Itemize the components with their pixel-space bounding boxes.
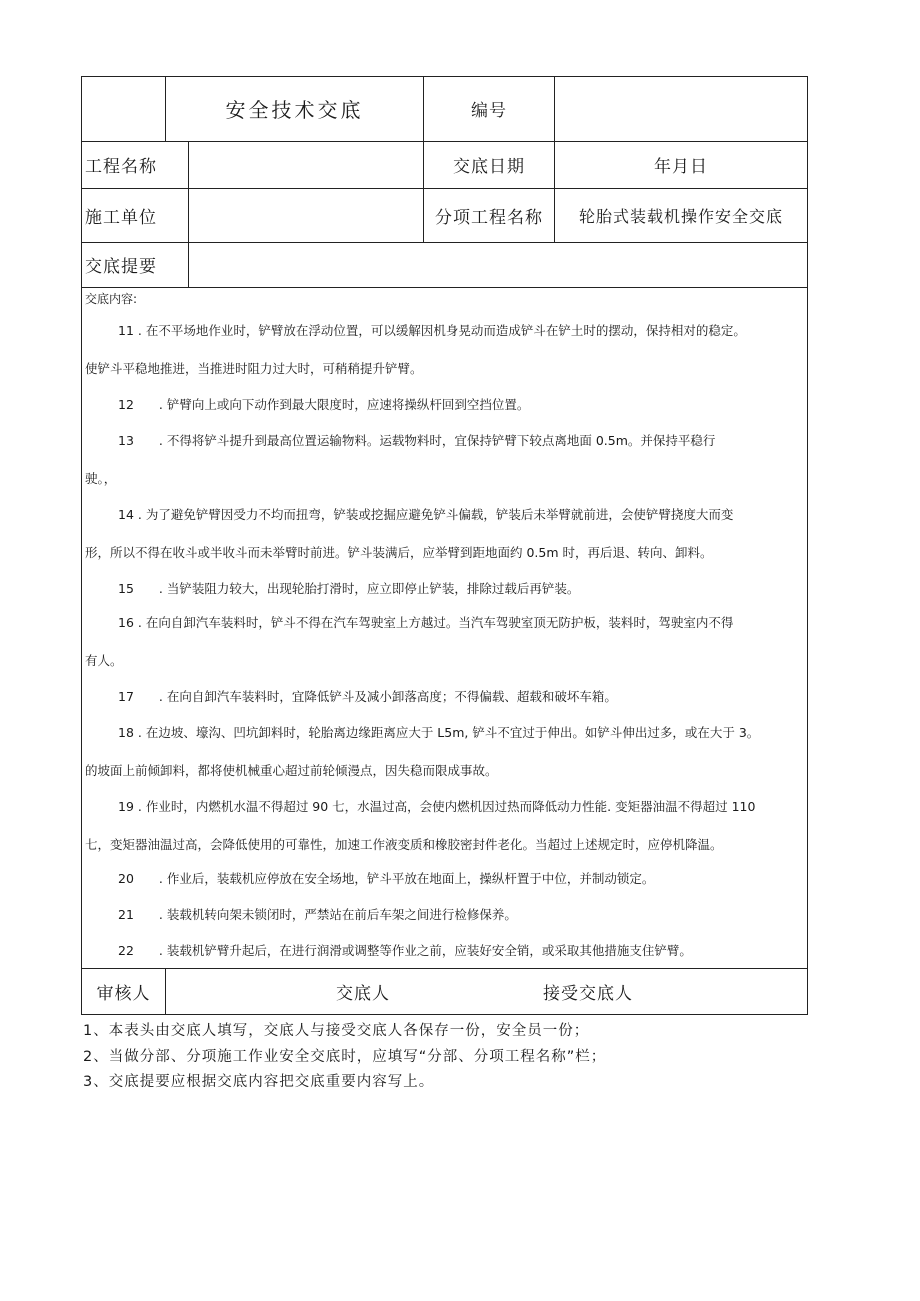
row-divider [81,287,808,288]
disclosure-date-label: 交底日期 [453,157,525,177]
disclosure-date-field[interactable]: 年月日 [654,157,708,177]
form-title: 安全技术交底 [225,98,364,122]
content-item-20 [85,860,807,898]
footnote-1: 1、本表头由交底人填写，交底人与接受交底人各保存一份，安全员一份； [83,1023,590,1039]
col-divider [165,968,166,1015]
content-line: 形，所以不得在收斗或半收斗而未举臂时前进。铲斗装满后，应举臂到距地面约 0.5m 时，再后退、转向、卸料。 [85,544,713,560]
content-line: 14 . 为了避免铲臂因受力不均而扭弯，铲装或挖掘应避免铲斗偏载，铲装后未举臂就前进，会使铲臂挠度大而变 [118,507,734,522]
content-line: 17 . 在向自卸汽车装料时，宜降低铲斗及减小卸落高度；不得偏载、超载和破坏车箱。 [118,689,617,704]
content-item-13 [85,422,807,497]
content-line: 使铲斗平稳地推进，当推进时阻力过大时，可稍稍提升铲臂。 [85,360,423,376]
content-line: 16 . 在向自卸汽车装料时，铲斗不得在汽车驾驶室上方越过。当汽车驾驶室顶无防护板，装料时，驾驶室内不得 [118,615,734,630]
content-line: 12 . 铲臂向上或向下动作到最大限度时，应速将操纵杆回到空挡位置。 [118,397,530,412]
content-line: 15 . 当铲装阻力较大，出现轮胎打滑时，应立即停止铲装，排除过载后再铲装。 [118,581,580,596]
content-line: 驶。， [85,470,117,486]
content-item-16 [85,604,807,679]
content-line: 21 . 装载机转向架未锁闭时，严禁站在前后车架之间进行检修保养。 [118,907,517,922]
content-line: 11 . 在不平场地作业时，铲臂放在浮动位置，可以缓解因机身晃动而造成铲斗在铲土时的摆动，保持相对的稳定。 [118,323,746,338]
subitem-name-label: 分项工程名称 [435,207,543,228]
content-line: 20 . 作业后，装载机应停放在安全场地，铲斗平放在地面上，操纵杆置于中位，并制动锁定。 [118,871,655,886]
number-field[interactable] [555,76,807,141]
summary-field[interactable] [189,242,807,287]
content-item-21 [85,896,807,934]
content-item-22 [85,932,807,970]
summary-label: 交底提要 [85,257,157,277]
content-line: 有人。 [85,652,123,668]
content-heading: 交底内容: [85,292,138,306]
content-line: 13 . 不得将铲斗提升到最高位置运输物料。运载物料时，宜保持铲臂下较点离地面 0.5m。并保持平稳行 [118,433,716,448]
content-item-19 [85,788,807,863]
content-line: 18 . 在边坡、壕沟、凹坑卸料时，轮胎离边缘距离应大于 L5m, 铲斗不宜过于伸出。如铲斗伸出过多，或在大于 3。 [118,725,760,740]
receiver-label: 接受交底人 [543,984,633,1004]
discloser-label: 交底人 [336,984,390,1004]
project-name-label: 工程名称 [85,157,157,177]
content-item-15 [85,570,807,608]
content-line: 19 . 作业时，内燃机水温不得超过 90 七，水温过高，会使内燃机因过热而降低动力性能. 变矩器油温不得超过 110 [118,799,756,814]
number-label: 编号 [471,101,507,121]
footnote-3: 3、交底提要应根据交底内容把交底重要内容写上。 [83,1074,435,1090]
construction-unit-label: 施工单位 [85,207,157,228]
footnote-2: 2、当做分部、分项施工作业安全交底时，应填写“分部、分项工程名称”栏； [83,1049,607,1065]
content-item-17 [85,678,807,716]
construction-unit-field[interactable] [189,188,423,242]
content-line: 22 . 装载机铲臂升起后，在进行润滑或调整等作业之前，应装好安全销，或采取其他措施支住铲臂。 [118,943,692,958]
subitem-name-field[interactable]: 轮胎式装载机操作安全交底 [578,206,783,226]
project-name-field[interactable] [189,141,423,188]
content-line: 七，变矩器油温过高，会降低使用的可靠性，加速工作液变质和橡胶密封件老化。当超过上述规定时，应停机降温。 [85,836,723,852]
content-item-18 [85,714,807,789]
reviewer-label: 审核人 [96,984,151,1004]
content-item-14 [85,496,807,571]
content-item-12 [85,386,807,424]
content-line: 的坡面上前倾卸料，都将使机械重心超过前轮倾漫点，因失稳而限成事故。 [85,762,498,778]
content-item-11 [85,312,807,387]
